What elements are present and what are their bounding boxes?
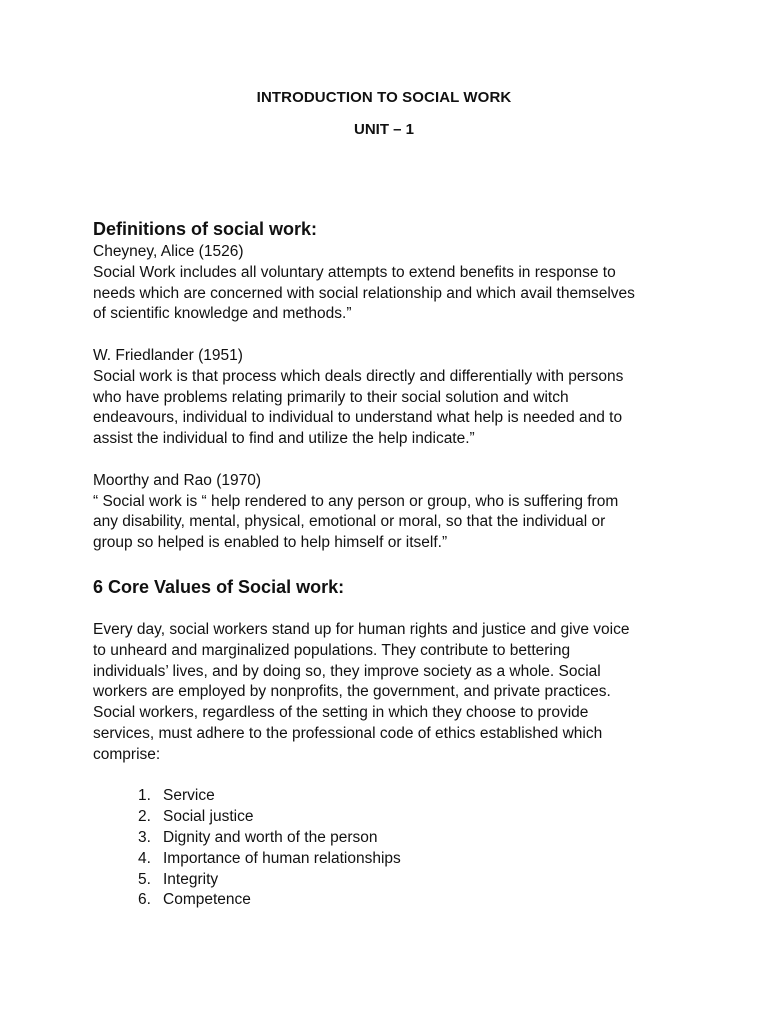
definition-line: who have problems relating primarily to their social solution and witch	[93, 388, 569, 406]
list-label: Integrity	[163, 870, 219, 888]
document-body	[93, 216, 713, 911]
intro-line: comprise:	[93, 745, 161, 763]
list-label: Competence	[163, 891, 251, 909]
spacer	[93, 450, 713, 471]
definition-line: endeavours, individual to individual to understand what help is needed and to	[93, 409, 623, 427]
list-label: Importance of human relationships	[163, 849, 401, 867]
definition-line: group so helped is enabled to help himself or itself.”	[93, 534, 448, 552]
intro-line: individuals’ lives, and by doing so, they improve society as a whole. Social	[93, 662, 601, 680]
list-number: 6.	[138, 891, 151, 909]
spacer	[93, 325, 713, 346]
list-label: Service	[163, 787, 215, 805]
unit-label: UNIT – 1	[353, 121, 414, 138]
definition-line: “ Social work is “ help rendered to any person or group, who is suffering from	[93, 492, 619, 510]
definition-line: any disability, mental, physical, emotional or moral, so that the individual or	[93, 513, 606, 531]
intro-line: workers are employed by nonprofits, the government, and private practices.	[93, 683, 611, 701]
list-item	[138, 828, 713, 849]
definition-line: Social work is that process which deals directly and differentially with persons	[93, 367, 624, 385]
spacer	[93, 600, 713, 620]
definition-line: assist the individual to find and utilize the help indicate.”	[93, 430, 475, 448]
document-title: INTRODUCTION TO SOCIAL WORK	[256, 89, 512, 106]
core-values-heading: 6 Core Values of Social work:	[93, 576, 345, 597]
intro-line: Social workers, regardless of the setting in which they choose to provide	[93, 704, 589, 722]
core-values-intro	[93, 620, 713, 766]
definition-entry	[93, 471, 713, 554]
list-number: 2.	[138, 808, 151, 826]
list-label: Dignity and worth of the person	[163, 828, 378, 846]
definition-entry	[93, 242, 713, 325]
list-number: 3.	[138, 828, 151, 846]
list-item	[138, 870, 713, 891]
list-label: Social justice	[163, 808, 254, 826]
list-number: 1.	[138, 787, 151, 805]
spacer	[93, 766, 713, 787]
definition-line: of scientific knowledge and methods.”	[93, 305, 352, 323]
intro-line: Every day, social workers stand up for human rights and justice and give voice	[93, 620, 630, 638]
intro-line: to unheard and marginalized populations. They contribute to bettering	[93, 641, 571, 659]
list-item	[138, 890, 713, 911]
list-number: 5.	[138, 870, 151, 888]
definitions-heading: Definitions of social work:	[93, 219, 318, 239]
spacer	[93, 554, 713, 574]
definition-line: needs which are concerned with social relationship and which avail themselves	[93, 284, 635, 302]
list-item	[138, 849, 713, 870]
list-number: 4.	[138, 849, 151, 867]
definition-author: W. Friedlander (1951)	[93, 346, 243, 364]
definition-author: Cheyney, Alice (1526)	[93, 243, 244, 260]
list-item	[138, 807, 713, 828]
list-item	[138, 786, 713, 807]
core-values-list	[93, 786, 713, 911]
definition-line: Social Work includes all voluntary attempts to extend benefits in response to	[93, 263, 616, 281]
definition-author: Moorthy and Rao (1970)	[93, 471, 262, 489]
definition-entry	[93, 346, 713, 450]
intro-line: services, must adhere to the professional code of ethics established which	[93, 724, 603, 742]
